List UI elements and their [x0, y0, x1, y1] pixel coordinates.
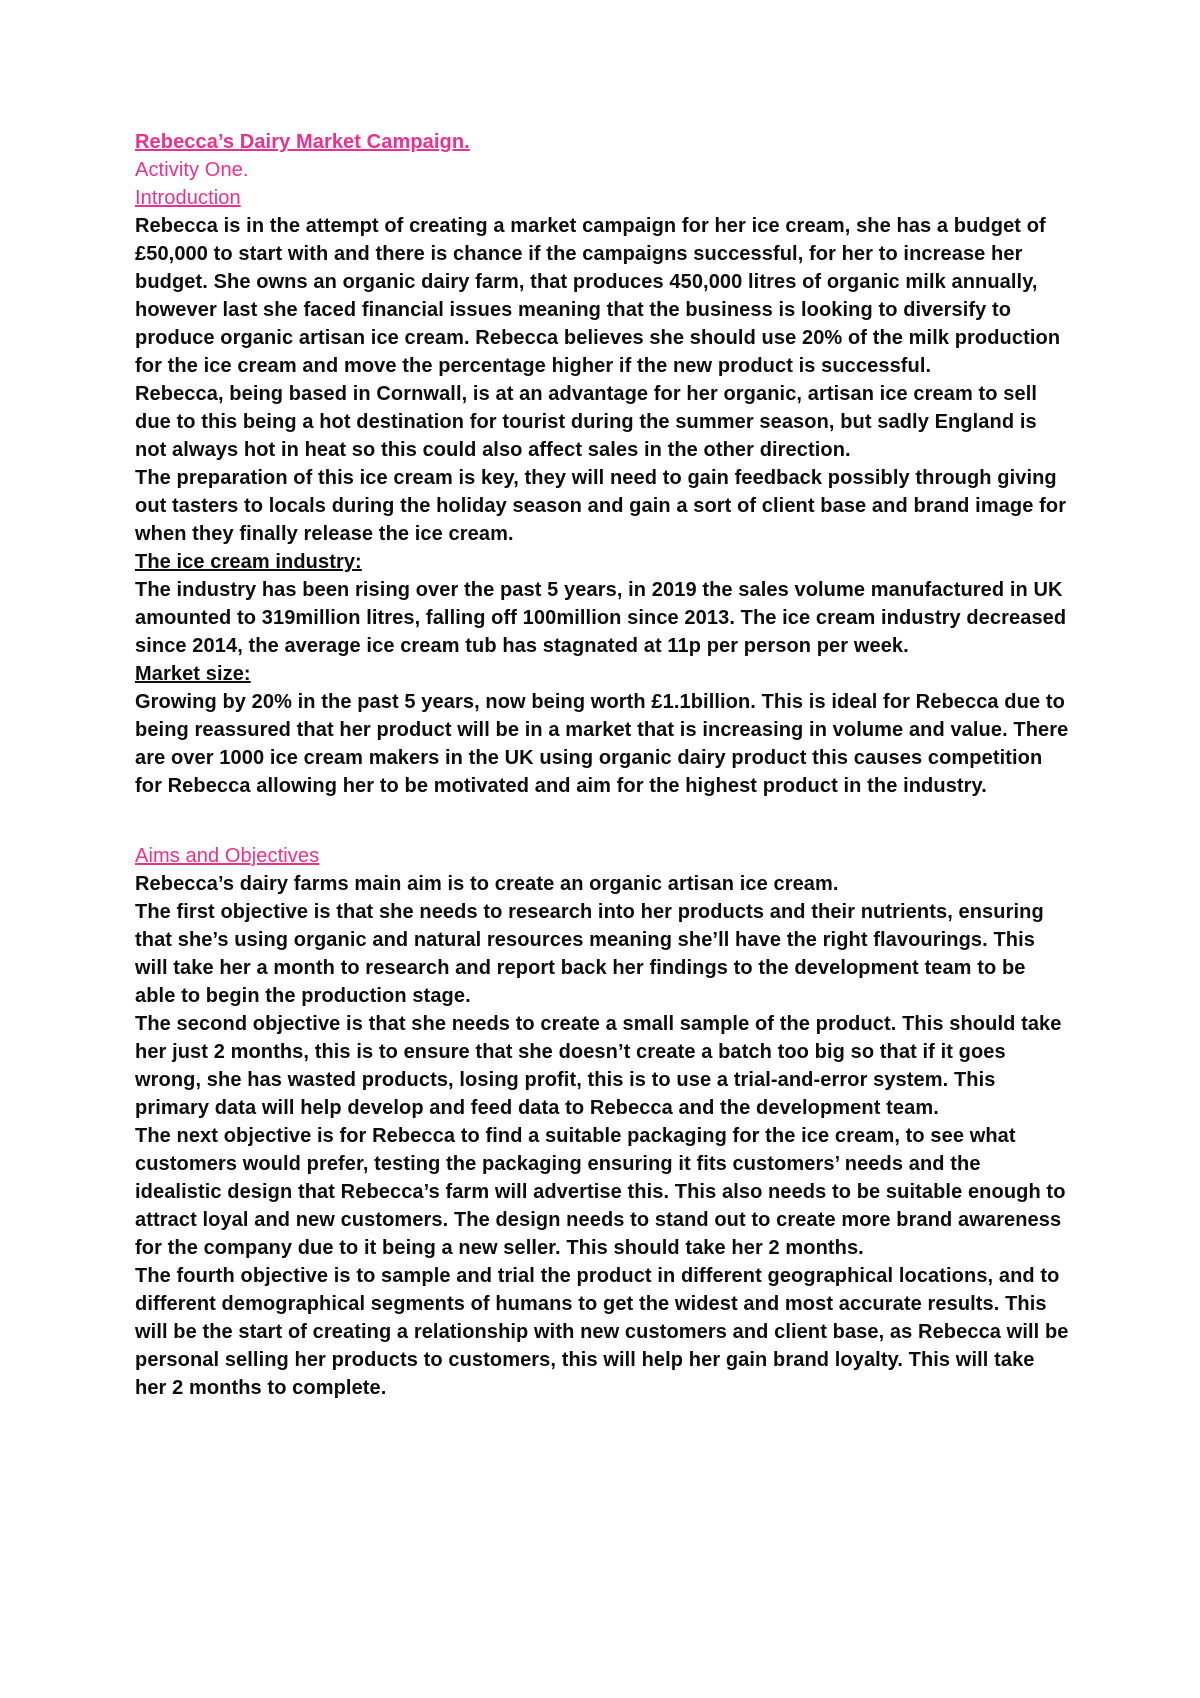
paragraph-objective-1: The first objective is that she needs to research into her products and their nutrients, ensuring that she’s using organic and natural resources meaning she’ll have the right flavourings. This will take her a month to research and report back her findings to the development team to be able to begin the production stage.: [135, 901, 1044, 1007]
blank-line: [135, 800, 1070, 842]
document-title: Rebecca’s Dairy Market Campaign.: [135, 131, 470, 153]
paragraph-intro-3: The preparation of this ice cream is key, they will need to gain feedback possibly through giving out tasters to locals during the holiday season and gain a sort of client base and brand image for when they finally release the ice cream.: [135, 467, 1067, 545]
paragraph-main-aim: Rebecca’s dairy farms main aim is to create an organic artisan ice cream.: [135, 873, 839, 895]
paragraph-market-size: Growing by 20% in the past 5 years, now being worth £1.1billion. This is ideal for Rebecca due to being reassured that her product will be in a market that is increasing in volume and value. There are over 1000 ice cream makers in the UK using organic dairy product this causes competition for Rebecca allowing her to be motivated and aim for the highest product in the industry.: [135, 691, 1069, 797]
heading-ice-cream-industry: The ice cream industry:: [135, 551, 362, 573]
paragraph-objective-4: The fourth objective is to sample and trial the product in different geographical locations, and to different demographical segments of humans to get the widest and most accurate results. This will be the start of creating a relationship with new customers and client base, as Rebecca will be personal selling her products to customers, this will help her gain brand loyalty. This will take her 2 months to complete.: [135, 1265, 1069, 1399]
heading-aims-objectives: Aims and Objectives: [135, 845, 320, 867]
heading-introduction: Introduction: [135, 187, 241, 209]
paragraph-objective-2: The second objective is that she needs to create a small sample of the product. This should take her just 2 months, this is to ensure that she doesn’t create a batch too big so that if it goes wrong, she has wasted products, losing profit, this is to use a trial-and-error system. This primary data will help develop and feed data to Rebecca and the development team.: [135, 1013, 1062, 1119]
paragraph-intro-1: Rebecca is in the attempt of creating a market campaign for her ice cream, she has a budget of £50,000 to start with and there is chance if the campaigns successful, for her to increase her budget. She owns an organic dairy farm, that produces 450,000 litres of organic milk annually, however last she faced financial issues meaning that the business is looking to diversify to produce organic artisan ice cream. Rebecca believes she should use 20% of the milk production for the ice cream and move the percentage higher if the new product is successful.: [135, 215, 1061, 377]
paragraph-industry: The industry has been rising over the past 5 years, in 2019 the sales volume manufactured in UK amounted to 319million litres, falling off 100million since 2013. The ice cream industry decreased since 2014, the average ice cream tub has stagnated at 11p per person per week.: [135, 579, 1067, 657]
activity-label: Activity One.: [135, 159, 249, 181]
heading-market-size: Market size:: [135, 663, 251, 685]
paragraph-objective-3: The next objective is for Rebecca to find a suitable packaging for the ice cream, to see what customers would prefer, testing the packaging ensuring it fits customers’ needs and the idealistic design that Rebecca’s farm will advertise this. This also needs to be suitable enough to attract loyal and new customers. The design needs to stand out to create more brand awareness for the company due to it being a new seller. This should take her 2 months.: [135, 1125, 1066, 1259]
paragraph-intro-2: Rebecca, being based in Cornwall, is at an advantage for her organic, artisan ice cream to sell due to this being a hot destination for tourist during the summer season, but sadly England is not always hot in heat so this could also affect sales in the other direction.: [135, 383, 1038, 461]
